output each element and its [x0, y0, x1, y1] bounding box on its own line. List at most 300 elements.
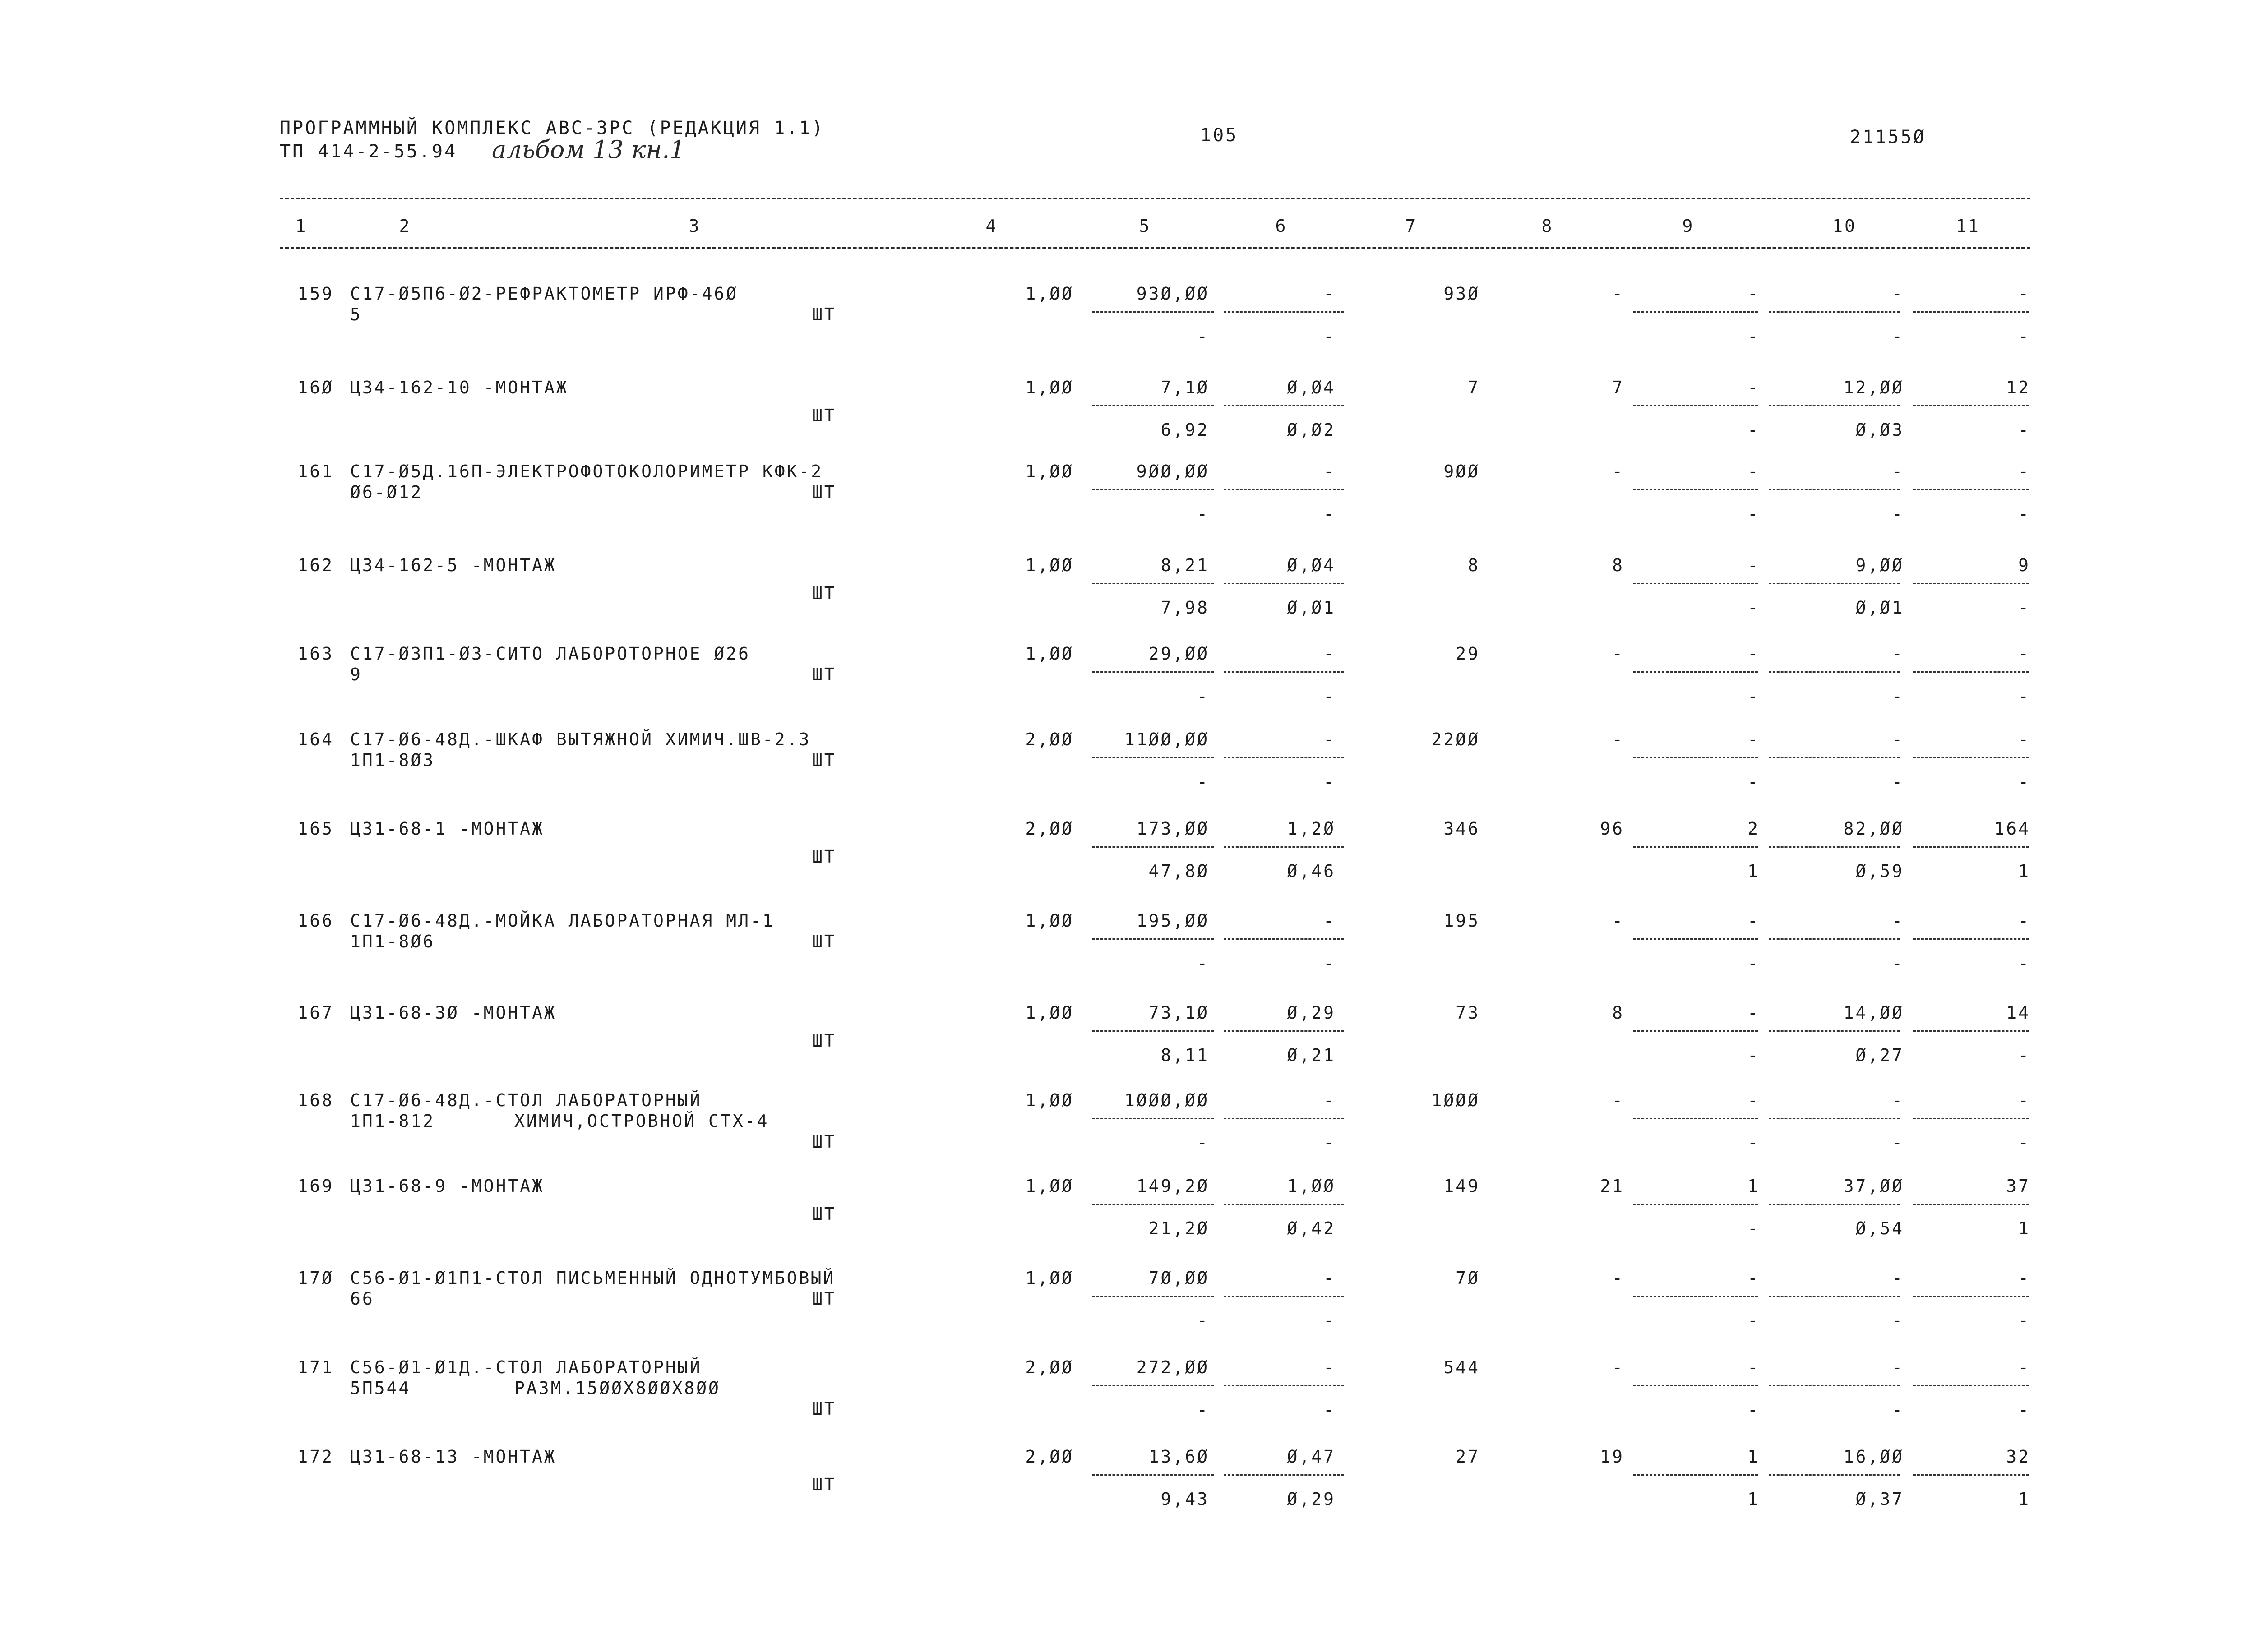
value-separator — [1092, 1474, 1214, 1476]
unit-price: 149,2Ø — [1136, 1176, 1209, 1196]
row-number: 164 — [297, 729, 334, 749]
value-separator — [1913, 757, 2029, 758]
labor-hours: - — [1892, 284, 1904, 304]
value-separator — [1224, 671, 1344, 673]
value-separator — [1092, 405, 1214, 406]
resource-code-and-name: С56-Ø1-Ø1Д.-СТОЛ ЛАБОРАТОРНЫЙ — [350, 1357, 702, 1377]
total-machinist: - — [2018, 420, 2030, 440]
quantity: 1,ØØ — [1025, 378, 1074, 397]
quantity: 1,ØØ — [1025, 1176, 1074, 1196]
value-separator — [1913, 938, 2029, 940]
resource-code-continuation: 5П544 — [350, 1378, 411, 1398]
value-separator — [1092, 1204, 1214, 1205]
total-wages: 7 — [1612, 378, 1624, 397]
unit-price-wages: - — [1197, 1133, 1209, 1153]
unit-price-wages: - — [1197, 953, 1209, 973]
unit-price-wages: - — [1197, 772, 1209, 792]
total-wages: - — [1612, 644, 1624, 664]
value-separator — [1092, 1118, 1214, 1119]
resource-code-and-name: Ц34-162-5 -МОНТАЖ — [350, 555, 556, 575]
column-header-8: 8 — [1541, 216, 1554, 236]
value-separator — [1769, 938, 1900, 940]
total-labor: - — [2018, 1090, 2030, 1110]
unit-price-wages: 6,92 — [1160, 420, 1209, 440]
machine-wages: - — [1323, 1311, 1336, 1330]
total-wages: - — [1612, 911, 1624, 931]
quantity: 2,ØØ — [1025, 729, 1074, 749]
resource-code-continuation: 66 — [350, 1289, 374, 1309]
program-title: ПРОГРАММНЫЙ КОМПЛЕКС АВС-3РС (РЕДАКЦИЯ 1.1) — [280, 118, 825, 138]
quantity: 2,ØØ — [1025, 819, 1074, 839]
total-machinist: - — [2018, 1045, 2030, 1065]
machinist-hours: Ø,Ø1 — [1855, 598, 1904, 618]
value-separator — [1092, 671, 1214, 673]
labor-hours: - — [1892, 644, 1904, 664]
value-separator — [1224, 1296, 1344, 1297]
resource-code-continuation: 5 — [350, 305, 362, 324]
machine-total-wages: - — [1747, 1133, 1760, 1153]
value-separator — [1224, 846, 1344, 848]
value-separator — [1633, 1030, 1758, 1032]
resource-code-continuation: 1П1-8Ø6 — [350, 932, 435, 951]
unit-price-wages: - — [1197, 686, 1209, 706]
machinist-hours: Ø,54 — [1855, 1218, 1904, 1238]
total-machinist: 1 — [2018, 861, 2030, 881]
value-separator — [1633, 757, 1758, 758]
quantity: 2,ØØ — [1025, 1447, 1074, 1467]
total-wages: - — [1612, 461, 1624, 481]
handwritten-album-note: альбом 13 кн.1 — [492, 135, 685, 164]
unit-of-measure: ШТ — [812, 583, 837, 603]
total-labor: 32 — [2006, 1447, 2030, 1467]
machine-total: - — [1747, 729, 1760, 749]
value-separator — [1769, 1030, 1900, 1032]
unit-price-wages: - — [1197, 326, 1209, 346]
resource-code-continuation: 1П1-812 — [350, 1111, 435, 1131]
resource-code-and-name: С17-Ø6-48Д.-СТОЛ ЛАБОРАТОРНЫЙ — [350, 1090, 702, 1110]
value-separator — [1913, 1030, 2029, 1032]
machine-total-wages: 1 — [1747, 1489, 1760, 1509]
quantity: 1,ØØ — [1025, 644, 1074, 664]
value-separator — [1633, 311, 1758, 313]
machine-cost: - — [1323, 284, 1336, 304]
column-header-4: 4 — [985, 216, 998, 236]
resource-code-and-name: С17-Ø3П1-Ø3-СИТО ЛАБОРОТОРНОЕ Ø26 — [350, 644, 750, 664]
value-separator — [1769, 311, 1900, 313]
total-labor: 164 — [1994, 819, 2030, 839]
machine-total: - — [1747, 1090, 1760, 1110]
machine-total-wages: - — [1747, 1045, 1760, 1065]
quantity: 1,ØØ — [1025, 1090, 1074, 1110]
machine-total: - — [1747, 911, 1760, 931]
machine-wages: Ø,Ø2 — [1287, 420, 1336, 440]
machine-total: 2 — [1747, 819, 1760, 839]
resource-name-continuation: РАЗМ.15ØØХ8ØØХ8ØØ — [514, 1378, 721, 1398]
labor-hours: 37,ØØ — [1843, 1176, 1904, 1196]
total-machinist: - — [2018, 504, 2030, 524]
labor-hours: 82,ØØ — [1843, 819, 1904, 839]
unit-of-measure: ШТ — [812, 406, 837, 425]
value-separator — [1913, 1118, 2029, 1119]
value-separator — [1769, 405, 1900, 406]
unit-of-measure: ШТ — [812, 932, 837, 951]
value-separator — [1633, 583, 1758, 584]
machine-total: - — [1747, 1357, 1760, 1377]
value-separator — [1092, 311, 1214, 313]
unit-of-measure: ШТ — [812, 847, 837, 867]
total-wages: 19 — [1600, 1447, 1624, 1467]
unit-price: 9ØØ,ØØ — [1136, 461, 1209, 481]
labor-hours: - — [1892, 1357, 1904, 1377]
machine-total: - — [1747, 461, 1760, 481]
value-separator — [1224, 1118, 1344, 1119]
total-cost: 29 — [1456, 644, 1480, 664]
value-separator — [1092, 757, 1214, 758]
machine-wages: Ø,Ø1 — [1287, 598, 1336, 618]
machine-total-wages: - — [1747, 1311, 1760, 1330]
total-machinist: - — [2018, 598, 2030, 618]
machinist-hours: - — [1892, 953, 1904, 973]
total-cost: 9ØØ — [1443, 461, 1480, 481]
document-number: 21155Ø — [1850, 127, 1926, 148]
unit-price: 29,ØØ — [1148, 644, 1209, 664]
machine-cost: - — [1323, 1357, 1336, 1377]
value-separator — [1913, 311, 2029, 313]
column-header-5: 5 — [1139, 216, 1151, 236]
value-separator — [1224, 757, 1344, 758]
total-machinist: 1 — [2018, 1489, 2030, 1509]
value-separator — [1224, 1385, 1344, 1386]
value-separator — [1769, 489, 1900, 490]
unit-of-measure: ШТ — [812, 750, 837, 770]
total-wages: - — [1612, 284, 1624, 304]
value-separator — [1224, 1204, 1344, 1205]
value-separator — [1224, 1474, 1344, 1476]
labor-hours: 16,ØØ — [1843, 1447, 1904, 1467]
row-number: 161 — [297, 461, 334, 481]
machine-wages: - — [1323, 504, 1336, 524]
total-machinist: 1 — [2018, 1218, 2030, 1238]
value-separator — [1769, 671, 1900, 673]
value-separator — [1224, 938, 1344, 940]
value-separator — [1092, 489, 1214, 490]
value-separator — [1633, 938, 1758, 940]
unit-price: 8,21 — [1160, 555, 1209, 575]
unit-price-wages: - — [1197, 1400, 1209, 1420]
unit-price-wages: - — [1197, 1311, 1209, 1330]
value-separator — [1769, 1296, 1900, 1297]
value-separator — [1633, 1474, 1758, 1476]
machinist-hours: - — [1892, 326, 1904, 346]
total-machinist: - — [2018, 1133, 2030, 1153]
value-separator — [1769, 1204, 1900, 1205]
row-number: 17Ø — [297, 1268, 334, 1288]
total-cost: 7 — [1468, 378, 1480, 397]
total-wages: 8 — [1612, 1003, 1624, 1023]
unit-price: 1ØØØ,ØØ — [1124, 1090, 1209, 1110]
machinist-hours: Ø,27 — [1855, 1045, 1904, 1065]
machine-total-wages: - — [1747, 953, 1760, 973]
machinist-hours: - — [1892, 686, 1904, 706]
machine-wages: - — [1323, 326, 1336, 346]
total-labor: 37 — [2006, 1176, 2030, 1196]
value-separator — [1633, 1118, 1758, 1119]
project-code: ТП 414-2-55.94 — [280, 141, 458, 162]
machinist-hours: Ø,37 — [1855, 1489, 1904, 1509]
total-cost: 149 — [1443, 1176, 1480, 1196]
row-number: 171 — [297, 1357, 334, 1377]
value-separator — [1769, 1474, 1900, 1476]
total-cost: 22ØØ — [1431, 729, 1480, 749]
value-separator — [1913, 1385, 2029, 1386]
resource-code-and-name: Ц31-68-3Ø -МОНТАЖ — [350, 1003, 556, 1023]
value-separator — [1769, 1385, 1900, 1386]
value-separator — [1913, 405, 2029, 406]
machine-total: - — [1747, 284, 1760, 304]
machinist-hours: - — [1892, 772, 1904, 792]
value-separator — [1092, 1385, 1214, 1386]
machine-total: - — [1747, 644, 1760, 664]
total-machinist: - — [2018, 1400, 2030, 1420]
value-separator — [1092, 1030, 1214, 1032]
total-cost: 195 — [1443, 911, 1480, 931]
value-separator — [1092, 938, 1214, 940]
unit-price-wages: 9,43 — [1160, 1489, 1209, 1509]
total-labor: - — [2018, 911, 2030, 931]
machine-total-wages: - — [1747, 686, 1760, 706]
value-separator — [1633, 1204, 1758, 1205]
resource-code-and-name: С17-Ø5П6-Ø2-РЕФРАКТОМЕТР ИРФ-46Ø — [350, 284, 739, 304]
machine-total: 1 — [1747, 1447, 1760, 1467]
quantity: 1,ØØ — [1025, 911, 1074, 931]
value-separator — [1224, 311, 1344, 313]
machine-cost: 1,ØØ — [1287, 1176, 1336, 1196]
resource-code-and-name: Ц34-162-10 -МОНТАЖ — [350, 378, 569, 397]
value-separator — [1224, 583, 1344, 584]
row-number: 16Ø — [297, 378, 334, 397]
value-separator — [1633, 671, 1758, 673]
labor-hours: - — [1892, 461, 1904, 481]
quantity: 1,ØØ — [1025, 555, 1074, 575]
total-cost: 346 — [1443, 819, 1480, 839]
unit-of-measure: ШТ — [812, 1031, 837, 1051]
machine-cost: Ø,47 — [1287, 1447, 1336, 1467]
machine-cost: Ø,Ø4 — [1287, 555, 1336, 575]
value-separator — [1769, 583, 1900, 584]
total-wages: - — [1612, 729, 1624, 749]
value-separator — [1633, 1296, 1758, 1297]
unit-of-measure: ШТ — [812, 305, 837, 324]
labor-hours: - — [1892, 729, 1904, 749]
column-header-9: 9 — [1682, 216, 1695, 236]
machine-cost: - — [1323, 1090, 1336, 1110]
total-labor: - — [2018, 1357, 2030, 1377]
resource-name-continuation: ХИМИЧ,ОСТРОВНОЙ СТХ-4 — [514, 1111, 769, 1131]
column-header-10: 10 — [1832, 216, 1857, 236]
total-labor: 14 — [2006, 1003, 2030, 1023]
header-top-rule — [280, 198, 2030, 199]
row-number: 166 — [297, 911, 334, 931]
labor-hours: - — [1892, 1268, 1904, 1288]
value-separator — [1633, 405, 1758, 406]
value-separator — [1913, 1474, 2029, 1476]
total-labor: - — [2018, 284, 2030, 304]
value-separator — [1224, 489, 1344, 490]
column-header-11: 11 — [1956, 216, 1980, 236]
value-separator — [1092, 1296, 1214, 1297]
total-cost: 1ØØØ — [1431, 1090, 1480, 1110]
unit-of-measure: ШТ — [812, 1204, 837, 1224]
machinist-hours: Ø,59 — [1855, 861, 1904, 881]
resource-code-and-name: Ц31-68-1 -МОНТАЖ — [350, 819, 545, 839]
machine-cost: - — [1323, 1268, 1336, 1288]
resource-code-continuation: 9 — [350, 664, 362, 684]
resource-code-and-name: С17-Ø6-48Д.-ШКАФ ВЫТЯЖНОЙ ХИМИЧ.ШВ-2.3 — [350, 729, 811, 749]
total-labor: - — [2018, 729, 2030, 749]
column-header-2: 2 — [399, 216, 411, 236]
resource-code-continuation: 1П1-8Ø3 — [350, 750, 435, 770]
row-number: 163 — [297, 644, 334, 664]
value-separator — [1092, 846, 1214, 848]
total-labor: - — [2018, 644, 2030, 664]
header-bottom-rule — [280, 247, 2030, 249]
value-separator — [1633, 489, 1758, 490]
total-cost: 8 — [1468, 555, 1480, 575]
machinist-hours: - — [1892, 504, 1904, 524]
labor-hours: 9,ØØ — [1855, 555, 1904, 575]
total-wages: - — [1612, 1090, 1624, 1110]
value-separator — [1913, 489, 2029, 490]
total-cost: 7Ø — [1456, 1268, 1480, 1288]
machine-total: - — [1747, 378, 1760, 397]
unit-price-wages: 47,8Ø — [1148, 861, 1209, 881]
machine-wages: - — [1323, 686, 1336, 706]
unit-price: 7,1Ø — [1160, 378, 1209, 397]
total-wages: - — [1612, 1357, 1624, 1377]
unit-price: 73,1Ø — [1148, 1003, 1209, 1023]
machine-cost: Ø,Ø4 — [1287, 378, 1336, 397]
machine-total-wages: - — [1747, 772, 1760, 792]
value-separator — [1092, 583, 1214, 584]
machine-wages: - — [1323, 772, 1336, 792]
column-header-1: 1 — [295, 216, 308, 236]
total-cost: 544 — [1443, 1357, 1480, 1377]
machine-wages: Ø,46 — [1287, 861, 1336, 881]
unit-of-measure: ШТ — [812, 1289, 837, 1309]
machine-total: - — [1747, 1003, 1760, 1023]
machinist-hours: - — [1892, 1133, 1904, 1153]
machine-total-wages: - — [1747, 1218, 1760, 1238]
total-cost: 27 — [1456, 1447, 1480, 1467]
machine-wages: - — [1323, 1133, 1336, 1153]
machine-total-wages: - — [1747, 1400, 1760, 1420]
total-machinist: - — [2018, 772, 2030, 792]
unit-price: 13,6Ø — [1148, 1447, 1209, 1467]
machine-total: 1 — [1747, 1176, 1760, 1196]
row-number: 169 — [297, 1176, 334, 1196]
unit-price: 93Ø,ØØ — [1136, 284, 1209, 304]
row-number: 168 — [297, 1090, 334, 1110]
value-separator — [1913, 846, 2029, 848]
unit-of-measure: ШТ — [812, 1475, 837, 1495]
machine-cost: Ø,29 — [1287, 1003, 1336, 1023]
total-cost: 73 — [1456, 1003, 1480, 1023]
resource-code-continuation: Ø6-Ø12 — [350, 482, 423, 502]
machine-wages: Ø,42 — [1287, 1218, 1336, 1238]
page-number: 105 — [1200, 125, 1239, 146]
unit-of-measure: ШТ — [812, 1132, 837, 1152]
machine-cost: 1,2Ø — [1287, 819, 1336, 839]
total-machinist: - — [2018, 686, 2030, 706]
resource-code-and-name: С17-Ø6-48Д.-МОЙКА ЛАБОРАТОРНАЯ МЛ-1 — [350, 911, 775, 931]
total-labor: 9 — [2018, 555, 2030, 575]
value-separator — [1769, 846, 1900, 848]
machine-cost: - — [1323, 911, 1336, 931]
value-separator — [1913, 1296, 2029, 1297]
unit-price-wages: 8,11 — [1160, 1045, 1209, 1065]
unit-price: 173,ØØ — [1136, 819, 1209, 839]
total-machinist: - — [2018, 1311, 2030, 1330]
unit-price: 272,ØØ — [1136, 1357, 1209, 1377]
machine-total-wages: - — [1747, 420, 1760, 440]
machine-total-wages: - — [1747, 598, 1760, 618]
unit-of-measure: ШТ — [812, 664, 837, 684]
quantity: 1,ØØ — [1025, 461, 1074, 481]
total-wages: - — [1612, 1268, 1624, 1288]
machine-cost: - — [1323, 461, 1336, 481]
row-number: 162 — [297, 555, 334, 575]
machine-wages: - — [1323, 953, 1336, 973]
unit-price-wages: - — [1197, 504, 1209, 524]
machine-total-wages: - — [1747, 504, 1760, 524]
column-header-7: 7 — [1405, 216, 1418, 236]
column-header-3: 3 — [689, 216, 701, 236]
machinist-hours: - — [1892, 1400, 1904, 1420]
machine-cost: - — [1323, 644, 1336, 664]
total-machinist: - — [2018, 953, 2030, 973]
labor-hours: - — [1892, 1090, 1904, 1110]
row-number: 165 — [297, 819, 334, 839]
labor-hours: 12,ØØ — [1843, 378, 1904, 397]
unit-of-measure: ШТ — [812, 1399, 837, 1419]
value-separator — [1913, 583, 2029, 584]
machinist-hours: - — [1892, 1311, 1904, 1330]
value-separator — [1913, 1204, 2029, 1205]
unit-price: 11ØØ,ØØ — [1124, 729, 1209, 749]
machine-cost: - — [1323, 729, 1336, 749]
row-number: 159 — [297, 284, 334, 304]
unit-price-wages: 7,98 — [1160, 598, 1209, 618]
quantity: 1,ØØ — [1025, 1268, 1074, 1288]
resource-code-and-name: Ц31-68-9 -МОНТАЖ — [350, 1176, 545, 1196]
resource-code-and-name: С17-Ø5Д.16П-ЭЛЕКТРОФОТОКОЛОРИМЕТР КФК-2 — [350, 461, 823, 481]
value-separator — [1633, 846, 1758, 848]
value-separator — [1769, 757, 1900, 758]
machinist-hours: Ø,Ø3 — [1855, 420, 1904, 440]
value-separator — [1224, 405, 1344, 406]
quantity: 2,ØØ — [1025, 1357, 1074, 1377]
total-wages: 96 — [1600, 819, 1624, 839]
total-cost: 93Ø — [1443, 284, 1480, 304]
total-labor: - — [2018, 461, 2030, 481]
value-separator — [1913, 671, 2029, 673]
unit-of-measure: ШТ — [812, 482, 837, 502]
row-number: 172 — [297, 1447, 334, 1467]
total-wages: 21 — [1600, 1176, 1624, 1196]
machine-total-wages: 1 — [1747, 861, 1760, 881]
unit-price: 7Ø,ØØ — [1148, 1268, 1209, 1288]
total-labor: 12 — [2006, 378, 2030, 397]
